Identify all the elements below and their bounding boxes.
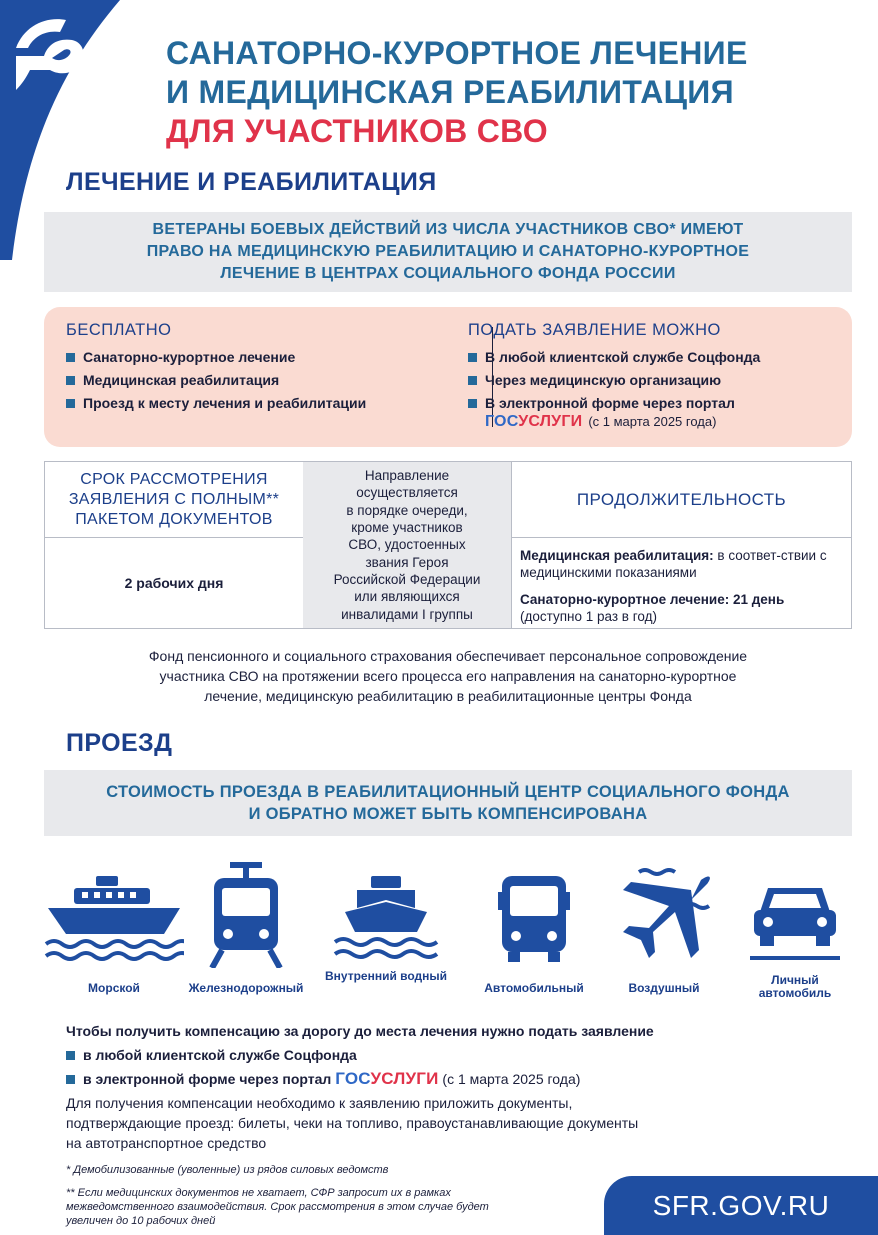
duration-column	[511, 462, 851, 628]
list-item: Медицинская реабилитация	[66, 372, 366, 388]
list-item: Санаторно-курортное лечение	[66, 349, 366, 365]
footnote-1: * Демобилизованные (уволенные) из рядов силовых ведомств	[66, 1164, 389, 1176]
apply-heading: ПОДАТЬ ЗАЯВЛЕНИЕ МОЖНО	[468, 321, 721, 339]
banner-line: ВЕТЕРАНЫ БОЕВЫХ ДЕЙСТВИЙ ИЗ ЧИСЛА УЧАСТНИКОВ СВО* ИМЕЮТ	[152, 221, 744, 238]
list-item: Через медицинскую организацию	[468, 372, 760, 388]
free-column	[66, 321, 366, 418]
banner-line: СТОИМОСТЬ ПРОЕЗДА В РЕАБИЛИТАЦИОННЫЙ ЦЕНТР СОЦИАЛЬНОГО ФОНДА	[106, 783, 790, 801]
transport-car	[740, 862, 850, 1000]
list-item: в электронной форме через портал ГОСУСЛУГИ (с 1 марта 2025 года)	[66, 1069, 826, 1089]
duration-details	[512, 538, 851, 625]
list-item: Проезд к месту лечения и реабилитации	[66, 395, 366, 411]
portal-date-note: (с 1 марта 2025 года)	[442, 1071, 581, 1087]
bullet-square-icon	[468, 399, 477, 408]
transport-air	[604, 862, 724, 995]
page-title	[166, 34, 856, 151]
sanatorium-text: (доступно 1 раз в год)	[520, 609, 657, 624]
banner-line: И ОБРАТНО МОЖЕТ БЫТЬ КОМПЕНСИРОВАНА	[248, 805, 648, 823]
section-heading-travel: ПРОЕЗД	[66, 729, 173, 757]
footnote-2: ** Если медицинских документов не хватает, СФР запросит их в рамках межведомственного взаимодействия. Срок рассмотрения в этом случае будет увеличен до 10 рабочих дней	[66, 1187, 489, 1227]
bullet-square-icon	[66, 1075, 75, 1084]
bullet-square-icon	[66, 399, 75, 408]
compensation-text: Для получения компенсации необходимо к заявлению приложить документы, подтверждающие проезд: билеты, чеки на топливо, правоустанавливающие документы на автотранспортное средство	[66, 1095, 639, 1151]
site-link[interactable]: SFR.GOV.RU	[604, 1176, 878, 1235]
transport-label: Внутренний водный	[324, 969, 448, 983]
banner-line: ЛЕЧЕНИЕ В ЦЕНТРАХ СОЦИАЛЬНОГО ФОНДА РОССИИ	[220, 265, 676, 282]
travel-banner	[44, 770, 852, 836]
queue-cell: Направление осуществляется в порядке очереди, кроме участников СВО, удостоенных звания Героя Российской Федерации или являющихся инвалидами I группы	[303, 462, 511, 628]
list-item: в любой клиентской службе Соцфонда	[66, 1045, 826, 1065]
term-value: 2 рабочих дня	[124, 574, 224, 591]
treatment-banner	[44, 212, 852, 292]
car-icon	[750, 862, 840, 962]
bullet-square-icon	[66, 1051, 75, 1060]
bullet-square-icon	[66, 376, 75, 385]
bullet-square-icon	[468, 376, 477, 385]
airplane-icon	[609, 862, 719, 968]
transport-rail	[176, 862, 316, 995]
title-line-1: САНАТОРНО-КУРОРТНОЕ ЛЕЧЕНИЕ	[166, 35, 748, 71]
transport-label: Морской	[88, 981, 140, 995]
transport-label: Автомобильный	[484, 981, 584, 995]
benefits-panel	[44, 307, 852, 447]
compensation-heading: Чтобы получить компенсацию за дорогу до места лечения нужно подать заявление	[66, 1023, 654, 1039]
transport-label: Железнодорожный	[188, 981, 304, 995]
title-line-2: И МЕДИЦИНСКАЯ РЕАБИЛИТАЦИЯ	[166, 74, 734, 110]
banner-line: ПРАВО НА МЕДИЦИНСКУЮ РЕАБИЛИТАЦИЮ И САНАТОРНО-КУРОРТНОЕ	[146, 243, 750, 260]
duration-heading: ПРОДОЛЖИТЕЛЬНОСТЬ	[512, 462, 851, 538]
transport-bus	[464, 862, 604, 995]
bullet-square-icon	[66, 353, 75, 362]
info-table	[44, 461, 852, 629]
ship-icon	[44, 862, 184, 968]
support-paragraph: Фонд пенсионного и социального страхования обеспечивает персональное сопровождение участника СВО на протяжении всего процесса его направления на санаторно-курортное лечение, медицинскую реабилитацию в реабилитационные центры Фонда	[148, 648, 748, 704]
free-heading: БЕСПЛАТНО	[66, 321, 172, 339]
list-item: В электронной форме через портал	[468, 395, 760, 411]
med-rehab-label: Медицинская реабилитация:	[520, 548, 714, 563]
list-item: В любой клиентской службе Соцфонда	[468, 349, 760, 365]
compensation-block	[66, 1021, 826, 1153]
gosuslugi-line	[468, 413, 760, 431]
term-heading: СРОК РАССМОТРЕНИЯ ЗАЯВЛЕНИЯ С ПОЛНЫМ** ПАКЕТОМ ДОКУМЕНТОВ	[45, 462, 303, 538]
title-line-3: ДЛЯ УЧАСТНИКОВ СВО	[166, 113, 548, 149]
sanatorium-label: Санаторно-курортное лечение: 21 день	[520, 592, 785, 607]
transport-river	[316, 862, 456, 983]
section-heading-treatment: ЛЕЧЕНИЕ И РЕАБИЛИТАЦИЯ	[66, 168, 437, 196]
bullet-square-icon	[468, 353, 477, 362]
bus-icon	[494, 862, 574, 968]
portal-date-note: (с 1 марта 2025 года)	[588, 414, 717, 429]
apply-column	[468, 321, 760, 431]
term-column	[45, 462, 303, 628]
transport-label: Воздушный	[628, 981, 700, 995]
boat-icon	[331, 862, 441, 962]
transport-sea	[44, 862, 184, 995]
train-icon	[206, 862, 286, 968]
gosuslugi-logo[interactable]: ГОСУСЛУГИ	[335, 1069, 439, 1088]
med-rehab-text: в соответ-ствии с медицинскими показаниями	[520, 548, 827, 580]
transport-label: Личный автомобиль	[758, 973, 832, 1000]
gosuslugi-logo[interactable]: ГОСУСЛУГИ	[485, 413, 583, 430]
